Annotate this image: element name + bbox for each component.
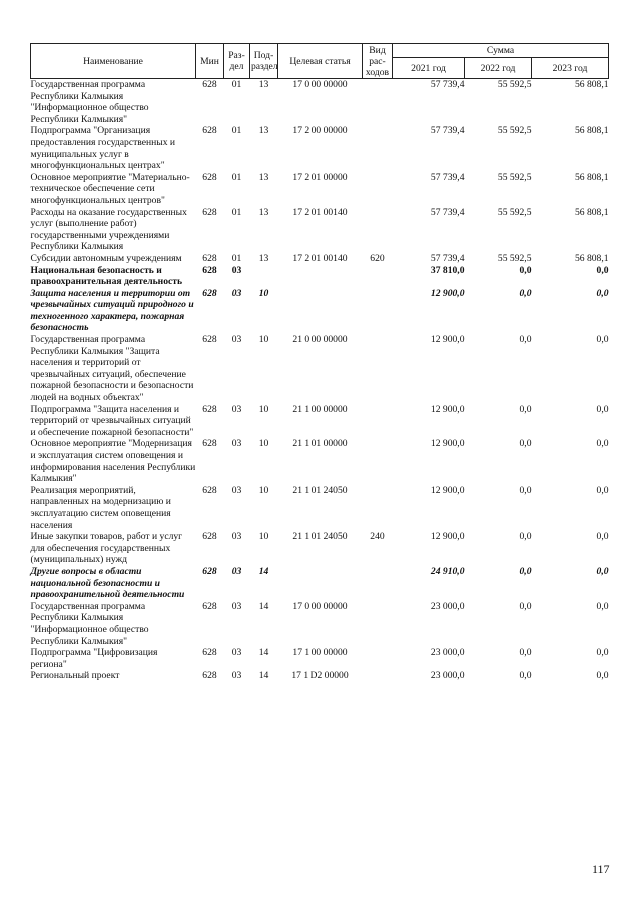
row-podrazdel: 14	[258, 600, 269, 612]
row-sum-2022: 0,0	[519, 287, 532, 299]
row-tselevaya-statya	[278, 265, 363, 288]
table-row	[31, 334, 609, 404]
row-vid-rashodov: 620	[370, 252, 385, 264]
row-vid-rashodov: 240	[370, 531, 385, 543]
row-name: Другие вопросы в области национальной безопасности и правоохранительной деятельности	[30, 565, 185, 601]
row-sum-2022: 0,0	[519, 600, 532, 612]
row-razdel: 01	[231, 171, 242, 183]
row-podrazdel: 10	[258, 334, 269, 346]
row-tselevaya-statya: 17 1 00 00000	[292, 647, 348, 659]
row-sum-2023: 56 808,1	[574, 125, 609, 137]
row-podrazdel: 14	[258, 647, 269, 659]
row-min: 628	[202, 79, 217, 90]
row-sum-2022: 0,0	[519, 670, 532, 682]
row-podrazdel: 13	[258, 125, 269, 137]
row-sum-2023: 0,0	[596, 670, 609, 682]
table-row	[31, 485, 609, 531]
header-min: Мин	[196, 44, 224, 79]
row-min: 628	[202, 531, 217, 543]
row-vid-rashodov	[363, 670, 393, 682]
row-podrazdel: 10	[258, 531, 269, 543]
table-row	[31, 253, 609, 265]
row-tselevaya-statya: 17 2 01 00140	[292, 252, 348, 264]
row-podrazdel: 10	[258, 438, 269, 450]
header-vid-rashodov: Вид рас-ходов	[363, 44, 393, 79]
row-tselevaya-statya: 21 1 01 24050	[292, 531, 348, 543]
row-sum-2023: 56 808,1	[574, 206, 609, 218]
table-row	[31, 79, 609, 126]
row-sum-2023: 56 808,1	[574, 171, 609, 183]
header-year-2021: 2021 год	[393, 58, 465, 79]
row-razdel: 03	[231, 403, 242, 415]
row-vid-rashodov	[363, 265, 393, 288]
row-vid-rashodov	[363, 288, 393, 334]
header-tselevaya-statya: Целевая статья	[278, 44, 363, 79]
row-vid-rashodov	[363, 404, 393, 439]
row-sum-2021: 57 739,4	[430, 79, 465, 90]
row-min: 628	[202, 600, 217, 612]
row-name: Подпрограмма "Цифровизация региона"	[30, 647, 158, 670]
row-sum-2023: 0,0	[596, 647, 609, 659]
row-sum-2021: 57 739,4	[430, 125, 465, 137]
row-tselevaya-statya	[278, 566, 363, 601]
row-min: 628	[202, 287, 217, 299]
header-name: Наименование	[31, 44, 196, 79]
row-vid-rashodov	[363, 647, 393, 670]
table-row	[31, 438, 609, 484]
row-name: Государственная программа Республики Калмыкия "Защита населения и территорий от чрезвычайных ситуаций, обеспечение пожарной безопасности и безопасности людей на водных объектах"	[30, 334, 194, 404]
budget-table	[30, 43, 609, 682]
row-name: Реализация мероприятий, направленных на модернизацию и эксплуатацию систем оповещения населения	[30, 484, 171, 531]
row-podrazdel	[250, 265, 278, 288]
row-vid-rashodov	[363, 79, 393, 126]
row-sum-2021: 12 900,0	[430, 403, 465, 415]
table-row	[31, 647, 609, 670]
row-sum-2023: 0,0	[596, 403, 609, 415]
row-sum-2022: 55 592,5	[497, 206, 532, 218]
row-sum-2022: 55 592,5	[497, 171, 532, 183]
table-row	[31, 531, 609, 566]
row-sum-2021: 12 900,0	[430, 531, 465, 543]
row-sum-2021: 37 810,0	[430, 264, 465, 276]
row-min: 628	[202, 252, 217, 264]
row-tselevaya-statya: 21 0 00 00000	[292, 334, 348, 346]
row-razdel: 03	[231, 647, 242, 659]
row-sum-2023: 0,0	[596, 287, 609, 299]
row-sum-2021: 24 910,0	[430, 565, 465, 577]
row-podrazdel: 10	[258, 484, 269, 496]
row-name: Расходы на оказание государственных услуг (выполнение работ) государственными учреждениями Республики Калмыкия	[30, 206, 187, 253]
row-vid-rashodov	[363, 207, 393, 253]
table-row	[31, 265, 609, 288]
row-tselevaya-statya: 17 1 D2 00000	[291, 670, 349, 682]
row-sum-2022: 0,0	[519, 531, 532, 543]
row-name: Подпрограмма "Организация предоставления государственных и муниципальных услуг в многофункциональных центрах"	[30, 125, 176, 172]
row-name: Иные закупки товаров, работ и услуг для обеспечения государственных (муниципальных) нужд	[30, 531, 183, 566]
row-min: 628	[202, 403, 217, 415]
header-summa: Сумма	[393, 44, 609, 58]
row-name: Национальная безопасность и правоохранительная деятельность	[30, 264, 183, 288]
row-vid-rashodov	[363, 125, 393, 171]
row-min: 628	[202, 565, 217, 577]
row-name: Субсидии автономным учреждениям	[30, 252, 182, 264]
header-razdel: Раз-дел	[224, 44, 250, 79]
row-name: Защита населения и территории от чрезвычайных ситуаций природного и техногенного характера, пожарная безопасность	[30, 287, 194, 334]
table-row	[31, 172, 609, 207]
row-tselevaya-statya	[278, 288, 363, 334]
row-tselevaya-statya: 17 2 01 00000	[292, 171, 348, 183]
row-tselevaya-statya: 17 2 01 00140	[292, 206, 348, 218]
row-razdel: 03	[231, 670, 242, 682]
row-sum-2022: 55 592,5	[497, 79, 532, 90]
row-sum-2021: 12 900,0	[430, 334, 465, 346]
row-razdel: 03	[231, 565, 242, 577]
row-sum-2021: 12 900,0	[430, 438, 465, 450]
row-min: 628	[202, 438, 217, 450]
row-min: 628	[202, 264, 217, 276]
row-podrazdel: 10	[258, 403, 269, 415]
row-sum-2022: 55 592,5	[497, 252, 532, 264]
row-name: Подпрограмма "Защита населения и территорий от чрезвычайных ситуаций и обеспечение пожарной безопасности"	[30, 403, 194, 438]
row-min: 628	[202, 125, 217, 137]
row-sum-2021: 57 739,4	[430, 252, 465, 264]
row-tselevaya-statya: 21 1 01 00000	[292, 438, 348, 450]
row-sum-2021: 12 900,0	[430, 484, 465, 496]
header-year-2023: 2023 год	[532, 58, 609, 79]
row-razdel: 03	[231, 600, 242, 612]
row-tselevaya-statya: 17 2 00 00000	[292, 125, 348, 137]
row-razdel: 01	[231, 252, 242, 264]
table-row	[31, 288, 609, 334]
row-sum-2021: 57 739,4	[430, 171, 465, 183]
row-name: Государственная программа Республики Калмыкия "Информационное общество Республики Калмыкия"	[30, 600, 149, 647]
row-sum-2023: 0,0	[596, 334, 609, 346]
row-razdel: 03	[231, 531, 242, 543]
table-row	[31, 125, 609, 171]
row-sum-2021: 57 739,4	[430, 206, 465, 218]
row-sum-2022: 55 592,5	[497, 125, 532, 137]
row-razdel: 01	[231, 125, 242, 137]
table-row	[31, 670, 609, 682]
row-podrazdel: 13	[258, 79, 269, 90]
row-podrazdel: 10	[258, 287, 269, 299]
row-tselevaya-statya: 21 1 01 24050	[292, 484, 348, 496]
table-row	[31, 207, 609, 253]
row-razdel: 01	[231, 79, 242, 90]
row-podrazdel: 13	[258, 252, 269, 264]
row-sum-2021: 12 900,0	[430, 287, 465, 299]
row-sum-2022: 0,0	[519, 334, 532, 346]
row-sum-2022: 0,0	[519, 403, 532, 415]
row-sum-2021: 23 000,0	[430, 647, 465, 659]
row-razdel: 03	[231, 264, 242, 276]
table-row	[31, 566, 609, 601]
row-tselevaya-statya: 17 0 00 00000	[292, 79, 348, 90]
row-sum-2023: 0,0	[596, 438, 609, 450]
row-razdel: 03	[231, 287, 242, 299]
row-sum-2023: 0,0	[596, 531, 609, 543]
row-name: Государственная программа Республики Калмыкия "Информационное общество Республики Калмыкия"	[30, 79, 149, 125]
row-min: 628	[202, 484, 217, 496]
row-sum-2023: 0,0	[596, 484, 609, 496]
row-vid-rashodov	[363, 601, 393, 647]
row-sum-2022: 0,0	[519, 647, 532, 659]
row-sum-2021: 23 000,0	[430, 670, 465, 682]
row-sum-2022: 0,0	[519, 438, 532, 450]
row-min: 628	[202, 171, 217, 183]
row-vid-rashodov	[363, 566, 393, 601]
header-year-2022: 2022 год	[465, 58, 532, 79]
row-sum-2023: 56 808,1	[574, 252, 609, 264]
row-min: 628	[202, 670, 217, 682]
row-podrazdel: 13	[258, 206, 269, 218]
row-name: Региональный проект	[30, 670, 120, 682]
row-sum-2023: 0,0	[596, 565, 609, 577]
row-sum-2023: 56 808,1	[574, 79, 609, 90]
row-sum-2022: 0,0	[519, 484, 532, 496]
row-razdel: 03	[231, 438, 242, 450]
table-row	[31, 404, 609, 439]
row-vid-rashodov	[363, 334, 393, 404]
row-sum-2022: 0,0	[519, 565, 532, 577]
row-sum-2023: 0,0	[596, 600, 609, 612]
row-vid-rashodov	[363, 438, 393, 484]
row-podrazdel: 13	[258, 171, 269, 183]
row-min: 628	[202, 647, 217, 659]
header-podrazdel: Под-раздел	[250, 44, 278, 79]
row-vid-rashodov	[363, 172, 393, 207]
row-podrazdel: 14	[258, 670, 269, 682]
row-min: 628	[202, 334, 217, 346]
row-sum-2023: 0,0	[596, 264, 609, 276]
row-tselevaya-statya: 17 0 00 00000	[292, 600, 348, 612]
page-number: 117	[592, 862, 610, 876]
row-podrazdel: 14	[258, 565, 269, 577]
row-tselevaya-statya: 21 1 00 00000	[292, 403, 348, 415]
row-sum-2021: 23 000,0	[430, 600, 465, 612]
row-name: Основное мероприятие "Материально-техническое обеспечение сети многофункциональных центров"	[30, 171, 190, 206]
row-razdel: 01	[231, 206, 242, 218]
row-vid-rashodov	[363, 485, 393, 531]
row-min: 628	[202, 206, 217, 218]
row-razdel: 03	[231, 484, 242, 496]
row-name: Основное мероприятие "Модернизация и эксплуатация систем оповещения и информирования населения Республики Калмыкия"	[30, 438, 196, 485]
row-sum-2022: 0,0	[519, 264, 532, 276]
table-row	[31, 601, 609, 647]
row-razdel: 03	[231, 334, 242, 346]
